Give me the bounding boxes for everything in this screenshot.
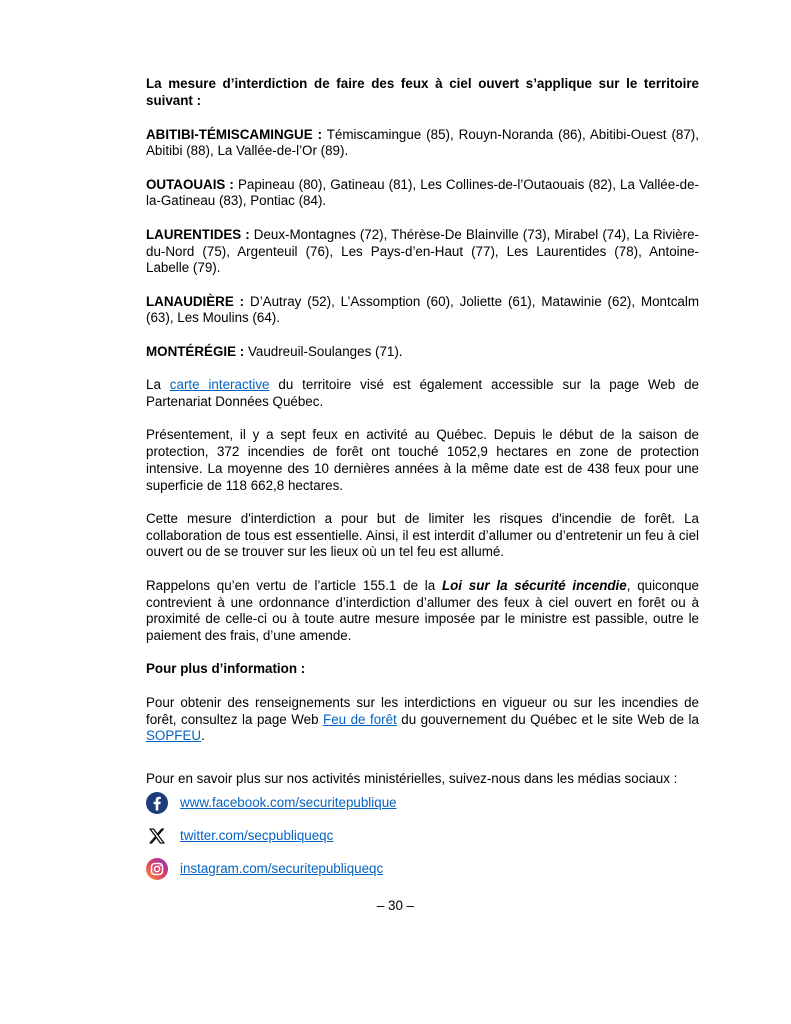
feu-de-foret-link[interactable]: Feu de forêt (323, 711, 397, 727)
region-name: MONTÉRÉGIE : (146, 343, 245, 359)
map-text-before: La (146, 377, 170, 393)
territory-intro: La mesure d’interdiction de faire des feux à ciel ouvert s’applique sur le territoire suivant : (146, 76, 699, 108)
region-list: Deux-Montagnes (72), Thérèse-De Blainville (73), Mirabel (74), La Rivière-du-Nord (75), Argenteuil (76), Les Pays-d’en-Haut (77), Les Laurentides (78), Antoine-Labelle (79). (146, 226, 699, 276)
map-text-after: du territoire visé est également accessible sur la page Web de Partenariat Données Québec. (146, 377, 699, 409)
facebook-row (146, 792, 699, 814)
instagram-row (146, 858, 699, 880)
goal-paragraph: Cette mesure d'interdiction a pour but de limiter les risques d'incendie de forêt. La collaboration de tous est essentielle. Ainsi, il est interdit d’allumer ou d’entretenir un feu à ciel ouvert ou de se trouver sur les lieux où un tel feu est allumé. (146, 510, 699, 560)
twitter-row (146, 825, 699, 847)
region-laurentides (146, 227, 699, 277)
region-list: Papineau (80), Gatineau (81), Les Collines-de-l’Outaouais (82), La Vallée-de-la-Gatineau (83), Pontiac (84). (146, 176, 700, 209)
info-text-3: . (201, 728, 205, 744)
region-name: OUTAOUAIS : (146, 176, 234, 192)
x-twitter-icon (146, 825, 168, 847)
law-text-before: Rappelons qu’en vertu de l’article 155.1 de la (146, 577, 442, 593)
region-list: Vaudreuil-Soulanges (71). (247, 343, 403, 359)
facebook-icon (146, 792, 168, 814)
region-name: LAURENTIDES : (146, 226, 250, 242)
social-intro: Pour en savoir plus sur nos activités ministérielles, suivez-nous dans les médias sociaux : (146, 771, 678, 787)
instagram-link[interactable]: instagram.com/securitepubliqueqc (180, 860, 384, 876)
law-title: Loi sur la sécurité incendie (441, 577, 627, 593)
twitter-link[interactable]: twitter.com/secpubliqueqc (180, 827, 334, 843)
map-paragraph (146, 377, 699, 411)
region-name: LANAUDIÈRE : (146, 293, 245, 309)
interactive-map-link[interactable]: carte interactive (169, 377, 270, 393)
region-list: D’Autray (52), L’Assomption (60), Joliette (61), Matawinie (62), Montcalm (63), Les Moulins (64). (146, 293, 699, 326)
info-heading: Pour plus d’information : (146, 661, 306, 677)
instagram-icon (146, 858, 168, 880)
region-list: Témiscamingue (85), Rouyn-Noranda (86), Abitibi-Ouest (87), Abitibi (88), La Vallée-de-l’Or (89). (146, 126, 699, 159)
info-text-2: du gouvernement du Québec et le site Web de la (396, 711, 699, 727)
region-name: ABITIBI-TÉMISCAMINGUE : (146, 126, 323, 142)
info-paragraph (146, 695, 699, 745)
region-lanaudiere (146, 294, 699, 328)
region-abitibi (146, 127, 699, 161)
law-paragraph (146, 578, 699, 645)
info-text-1: Pour obtenir des renseignements sur les interdictions en vigueur ou sur les incendies de forêt, consultez la page Web (146, 694, 699, 727)
page-number: – 30 – (376, 898, 415, 913)
document-body (146, 76, 699, 880)
region-monteregie (146, 344, 699, 361)
law-text-after: , quiconque contrevient à une ordonnance d’interdiction d’allumer des feux à ciel ouvert en forêt ou à proximité de celle-ci ou à toute autre mesure imposée par le ministre est passible, outre le paiement des frais, d’une amende. (146, 577, 699, 644)
stats-paragraph: Présentement, il y a sept feux en activité au Québec. Depuis le début de la saison de protection, 372 incendies de forêt ont touché 1052,9 hectares en zone de protection intensive. La moyenne des 10 dernières années à la même date est de 438 feux pour une superficie de 118 662,8 hectares. (146, 427, 699, 493)
region-outaouais (146, 177, 699, 211)
sopfeu-link[interactable]: SOPFEU (146, 728, 202, 744)
facebook-link[interactable]: www.facebook.com/securitepublique (180, 794, 397, 810)
